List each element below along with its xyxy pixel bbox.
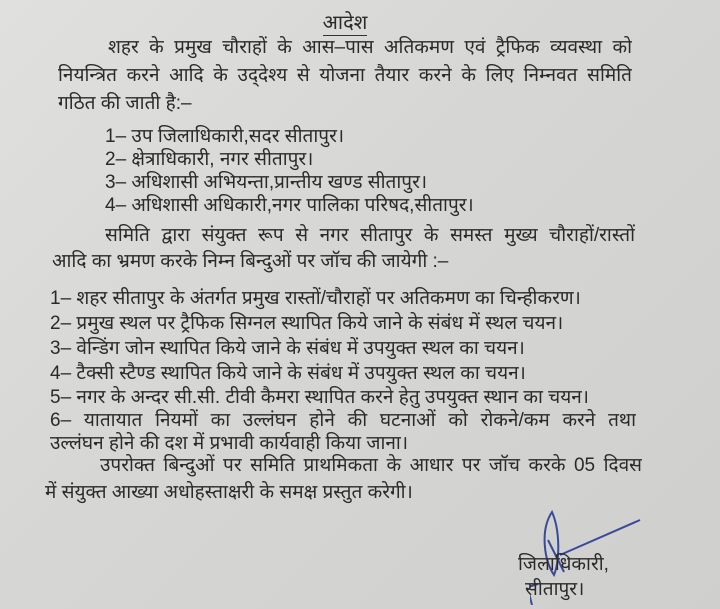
inspection-point: 2– प्रमुख स्थल पर ट्रैफिक सिग्नल स्थापित किये जाने के संबंध में स्थल चयन। <box>50 313 564 334</box>
signatory-place: सीतापुर। <box>525 579 585 600</box>
committee-member: 4– अधिशासी अधिकारी,नगर पालिका परिषद,सीतापुर। <box>105 195 474 216</box>
signatory-designation: जिलाधिकारी, <box>518 554 609 575</box>
committee-member: 1– उप जिलाधिकारी,सदर सीतापुर। <box>105 126 345 147</box>
para2-line: आदि का भ्रमण करके निम्न बिन्दुओं पर जॉच की जायेगी :– <box>52 251 449 272</box>
para1-line: शहर के प्रमुख चौराहों के आस–पास अतिकमण एवं ट्रैफिक व्यवस्था को <box>108 37 632 58</box>
committee-member: 2– क्षेत्राधिकारी, नगर सीतापुर। <box>105 149 314 170</box>
para1-line: गठित की जाती है:– <box>58 93 192 114</box>
inspection-point: 3– वेन्डिंग जोन स्थापित किये जाने के संबंध में उपयुक्त स्थल का चयन। <box>50 338 525 359</box>
para2-line: समिति द्वारा संयुक्त रूप से नगर सीतापुर के समस्त मुख्य चौराहों/रास्तों <box>105 225 635 246</box>
order-title: आदेश <box>322 12 368 34</box>
inspection-point: 4– टैक्सी स्टैण्ड स्थापित किये जाने के संबंध में उपयुक्त स्थल का चयन। <box>50 363 526 384</box>
committee-member: 3– अधिशासी अभियन्ता,प्रान्तीय खण्ड सीतापुर। <box>105 172 428 193</box>
para3-line: उपरोक्त बिन्दुओं पर समिति प्राथमिकता के आधार पर जॉच करके 05 दिवस <box>100 455 642 476</box>
inspection-point: 1– शहर सीतापुर के अंतर्गत प्रमुख रास्तों/चौराहों पर अतिकमण का चिन्हीकरण। <box>50 288 581 309</box>
para1-line: नियन्त्रित करने आदि के उद्‌देश्य से योजना तैयार करने के लिए निम्नवत समिति <box>58 65 632 86</box>
inspection-point-continued: उल्लंघन होने की दश में प्रभावी कार्यवाही किया जाना। <box>50 433 409 454</box>
inspection-point: 5– नगर के अन्दर सी.सी. टीवी कैमरा स्थापित करने हेतु उपयुक्त स्थान का चयन। <box>50 387 589 408</box>
inspection-point: 6– यातायात नियमों का उल्लंघन होने की घटनाओं को रोकने/कम करने तथा <box>50 410 636 431</box>
para3-line: में संयुक्त आख्या अधोहस्ताक्षरी के समक्ष प्रस्तुत करेगी। <box>45 482 413 503</box>
